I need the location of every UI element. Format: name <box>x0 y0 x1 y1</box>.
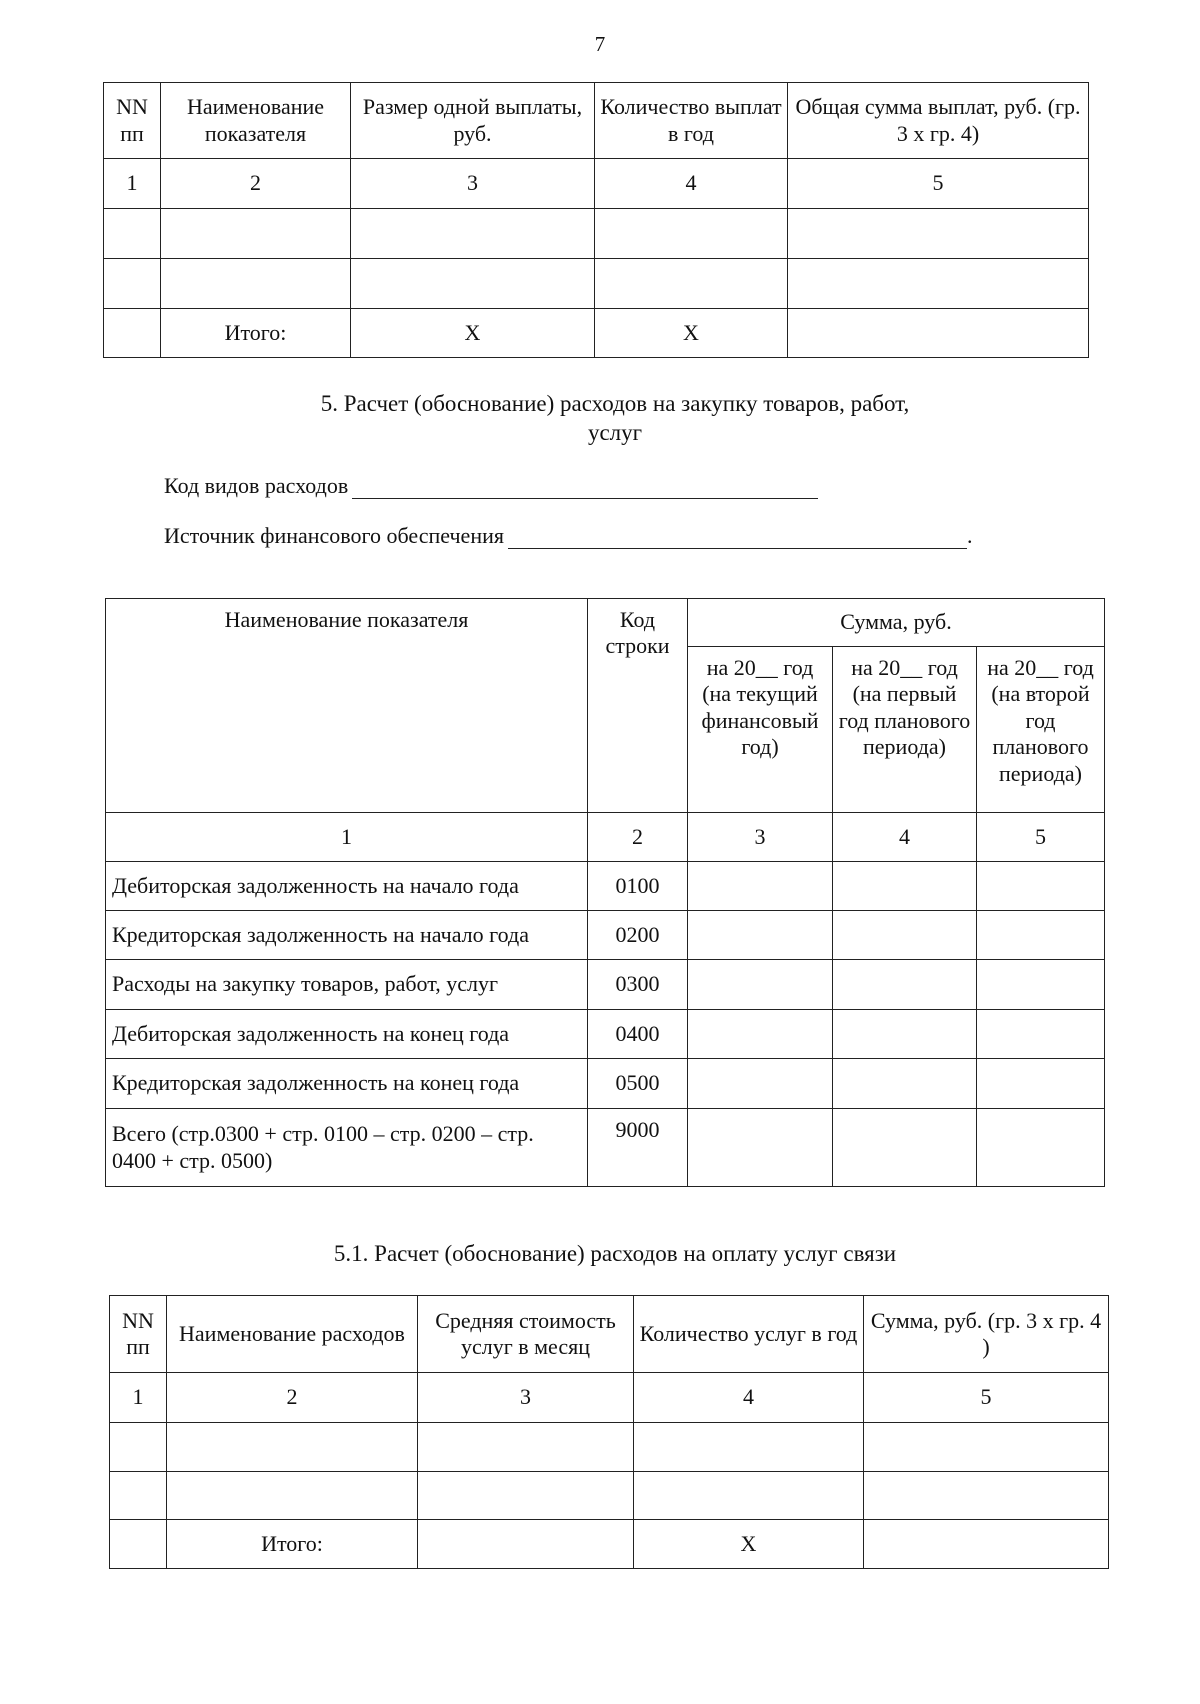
table-header-row <box>106 599 1105 647</box>
column-number: 4 <box>595 159 788 209</box>
subheader-cell: на 20__ год (на второй год планового периода) <box>977 647 1105 813</box>
x-mark: X <box>634 1520 864 1569</box>
table-cell <box>595 259 788 309</box>
table-cell <box>595 209 788 259</box>
header-cell: Код строки <box>588 599 688 813</box>
row-name: Расходы на закупку товаров, работ, услуг <box>106 960 588 1010</box>
column-number: 4 <box>634 1373 864 1423</box>
expense-code-line <box>352 476 818 499</box>
table-cell <box>418 1423 634 1472</box>
table-cell <box>833 1059 977 1109</box>
header-cell: Наименование показателя <box>161 83 351 159</box>
table-cell <box>161 259 351 309</box>
table-cell <box>864 1520 1109 1569</box>
row-name: Всего (стр.0300 + стр. 0100 – стр. 0200 – стр. 0400 + стр. 0500) <box>106 1109 588 1187</box>
column-number: 5 <box>864 1373 1109 1423</box>
section-5-title <box>0 389 1200 447</box>
table-cell <box>864 1423 1109 1472</box>
table-cell <box>110 1520 167 1569</box>
funding-source-line <box>508 526 967 549</box>
table-cell <box>104 209 161 259</box>
column-number: 1 <box>110 1373 167 1423</box>
table-cell <box>977 911 1105 960</box>
table-row <box>106 862 1105 911</box>
table-cell <box>977 1010 1105 1059</box>
table-cell <box>418 1520 634 1569</box>
table-cell <box>167 1472 418 1520</box>
header-cell: NN пп <box>110 1296 167 1373</box>
table-cell <box>688 960 833 1010</box>
funding-source-end: . <box>967 523 973 548</box>
table-cell <box>977 960 1105 1010</box>
table-cell <box>161 209 351 259</box>
table-cell <box>833 1109 977 1187</box>
table-cell <box>977 1109 1105 1187</box>
table-cell <box>977 862 1105 911</box>
table-row <box>104 209 1089 259</box>
table-row <box>104 259 1089 309</box>
subheader-cell: на 20__ год (на первый год планового периода) <box>833 647 977 813</box>
table-cell <box>788 309 1089 358</box>
x-mark: X <box>351 309 595 358</box>
column-number: 1 <box>106 813 588 862</box>
table-cell <box>634 1472 864 1520</box>
row-name: Дебиторская задолженность на начало года <box>106 862 588 911</box>
column-number: 3 <box>418 1373 634 1423</box>
section-5-title-line1: 5. Расчет (обоснование) расходов на закупку товаров, работ, <box>320 391 910 416</box>
column-number: 2 <box>167 1373 418 1423</box>
column-number: 5 <box>977 813 1105 862</box>
table-cell <box>104 259 161 309</box>
row-code: 9000 <box>588 1109 688 1187</box>
header-cell: Сумма, руб. <box>688 599 1105 647</box>
header-cell: Наименование расходов <box>167 1296 418 1373</box>
column-number: 4 <box>833 813 977 862</box>
subheader-cell: на 20__ год (на текущий финансовый год) <box>688 647 833 813</box>
table-cell <box>864 1472 1109 1520</box>
table-cell <box>833 1010 977 1059</box>
table-cell <box>788 259 1089 309</box>
column-number: 2 <box>161 159 351 209</box>
header-cell: Количество выплат в год <box>595 83 788 159</box>
table-cell <box>833 911 977 960</box>
row-code: 0400 <box>588 1010 688 1059</box>
header-cell: Общая сумма выплат, руб. (гр. 3 x гр. 4) <box>788 83 1089 159</box>
x-mark: X <box>595 309 788 358</box>
table-header-row <box>104 83 1089 159</box>
row-name: Дебиторская задолженность на конец года <box>106 1010 588 1059</box>
table-cell <box>688 1010 833 1059</box>
header-cell: Размер одной выплаты, руб. <box>351 83 595 159</box>
table-cell <box>833 862 977 911</box>
header-cell: Средняя стоимость услуг в месяц <box>418 1296 634 1373</box>
row-name: Кредиторская задолженность на начало года <box>106 911 588 960</box>
total-row <box>106 1109 1105 1187</box>
column-number-row <box>106 813 1105 862</box>
column-number: 3 <box>688 813 833 862</box>
table-cell <box>688 911 833 960</box>
column-number: 3 <box>351 159 595 209</box>
column-number: 2 <box>588 813 688 862</box>
table-cell <box>688 1109 833 1187</box>
header-cell: Количество услуг в год <box>634 1296 864 1373</box>
funding-source-label: Источник финансового обеспечения <box>164 523 504 548</box>
total-label: Итого: <box>167 1520 418 1569</box>
row-name: Кредиторская задолженность на конец года <box>106 1059 588 1109</box>
table-row <box>106 911 1105 960</box>
column-number: 1 <box>104 159 161 209</box>
header-cell: NN пп <box>104 83 161 159</box>
table-row <box>106 1010 1105 1059</box>
page-number: 7 <box>594 32 606 56</box>
table-row <box>110 1423 1109 1472</box>
row-code: 0100 <box>588 862 688 911</box>
table-cell <box>351 259 595 309</box>
table-row <box>106 960 1105 1010</box>
row-code: 0300 <box>588 960 688 1010</box>
row-code: 0200 <box>588 911 688 960</box>
column-number: 5 <box>788 159 1089 209</box>
table-cell <box>351 209 595 259</box>
total-row <box>104 309 1089 358</box>
column-number-row <box>104 159 1089 209</box>
expense-code-label: Код видов расходов <box>164 473 349 498</box>
section-5-1-title: 5.1. Расчет (обоснование) расходов на оплату услуг связи <box>333 1241 897 1266</box>
table-cell <box>104 309 161 358</box>
section-5-title-line2: услуг <box>587 420 643 445</box>
column-number-row <box>110 1373 1109 1423</box>
expense-code-field <box>164 473 818 499</box>
table-cell <box>688 862 833 911</box>
total-row <box>110 1520 1109 1569</box>
funding-source-field <box>164 523 973 549</box>
total-label: Итого: <box>161 309 351 358</box>
row-code: 0500 <box>588 1059 688 1109</box>
table-cell <box>110 1472 167 1520</box>
table-cell <box>418 1472 634 1520</box>
table-cell <box>167 1423 418 1472</box>
payments-table <box>103 82 1089 358</box>
table-cell <box>977 1059 1105 1109</box>
table-row <box>106 1059 1105 1109</box>
table-cell <box>110 1423 167 1472</box>
communications-table <box>109 1295 1109 1569</box>
header-cell: Наименование показателя <box>106 599 588 813</box>
table-cell <box>688 1059 833 1109</box>
table-cell <box>634 1423 864 1472</box>
table-cell <box>833 960 977 1010</box>
procurement-table <box>105 598 1105 1187</box>
table-cell <box>788 209 1089 259</box>
table-header-row <box>110 1296 1109 1373</box>
table-row <box>110 1472 1109 1520</box>
header-cell: Сумма, руб. (гр. 3 x гр. 4 ) <box>864 1296 1109 1373</box>
